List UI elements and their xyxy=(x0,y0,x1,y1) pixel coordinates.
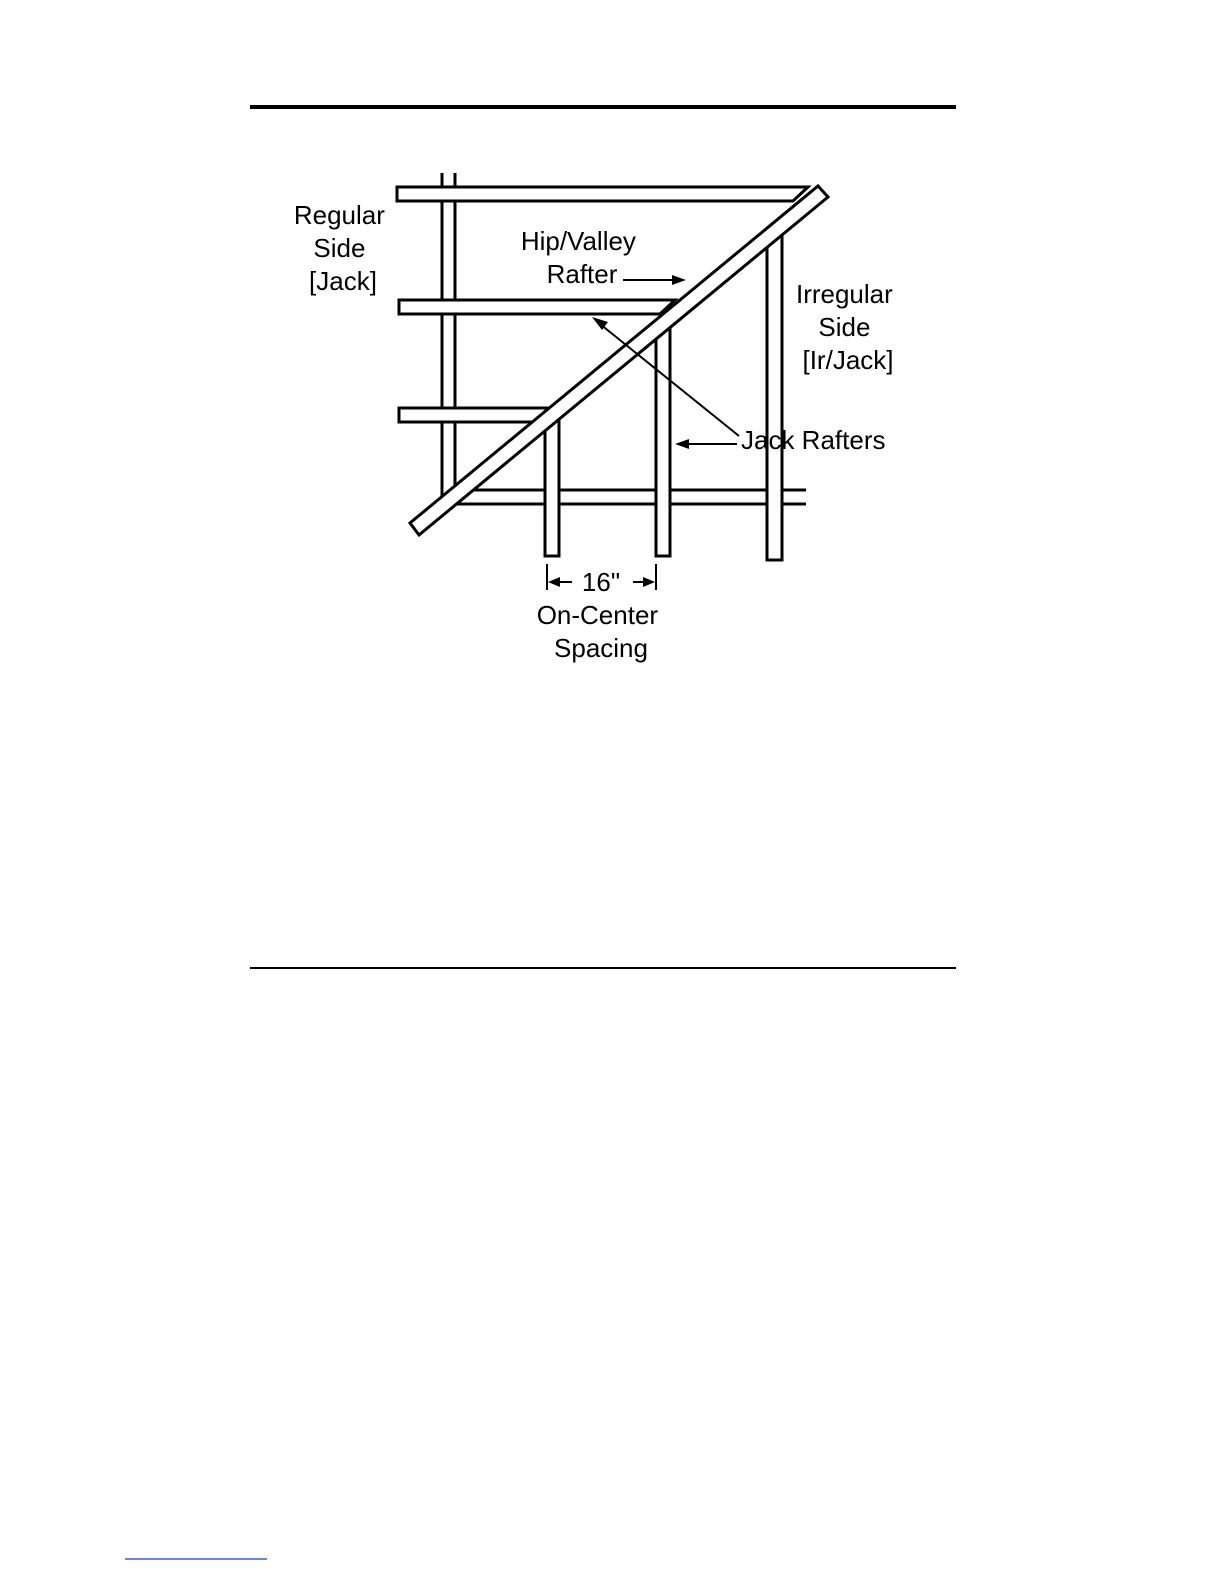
irregular-side-label: Irregular Side [Ir/Jack] xyxy=(795,279,894,375)
regular-jack-rafter xyxy=(397,187,808,201)
jack-rafters-label: Jack Rafters xyxy=(741,425,886,455)
hip-valley-pointer-arrow xyxy=(623,275,686,285)
bottom-plate xyxy=(452,490,806,504)
spacing-caption-label: On-Center Spacing xyxy=(536,600,659,663)
regular-side-label: Regular Side [Jack] xyxy=(293,200,385,296)
irregular-jack-rafter xyxy=(767,217,782,560)
regular-jack-rafter xyxy=(399,300,675,314)
hip-valley-rafter-label: Hip/Valley Rafter xyxy=(520,226,636,289)
irregular-jack-rafter xyxy=(545,412,559,556)
regular-jack-rafter xyxy=(399,408,555,422)
irregular-jack-rafter xyxy=(656,311,670,556)
spacing-value-label: 16" xyxy=(581,567,621,597)
regular-side-wall xyxy=(442,173,455,505)
